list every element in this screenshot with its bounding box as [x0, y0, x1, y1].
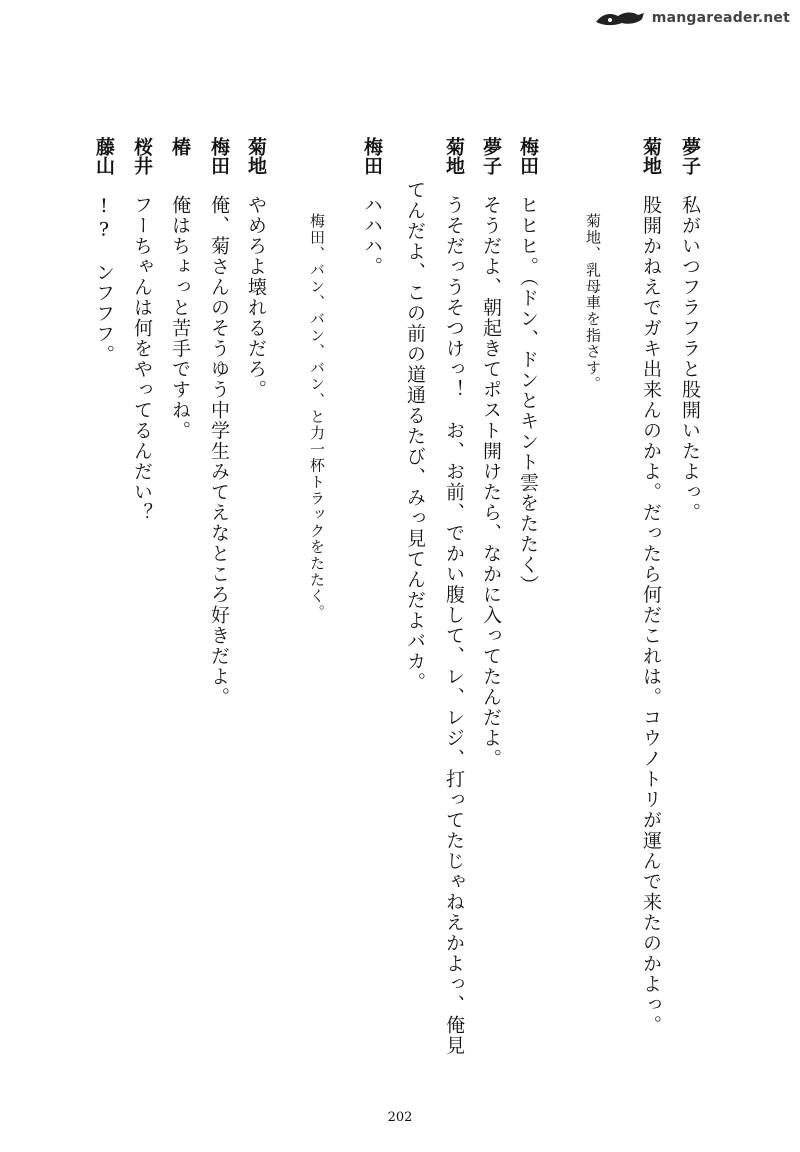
stage-direction: 菊地、乳母車を指さす。 — [584, 213, 602, 393]
speaker-name: 梅田 — [517, 137, 539, 175]
dialogue-line — [481, 137, 500, 769]
dialogue-text: フーちゃんは何をやってるんだい？ — [131, 195, 153, 523]
dialogue-text: 俺はちょっと苦手ですね。 — [169, 195, 191, 441]
watermark-text: mangareader.net — [651, 10, 790, 26]
dialogue-line — [170, 137, 189, 441]
speaker-name: 夢子 — [480, 137, 502, 175]
dialogue-line — [680, 137, 699, 523]
speaker-name: 藤山 — [93, 137, 115, 175]
speaker-name: 菊地 — [245, 137, 267, 175]
dialogue-line — [444, 137, 463, 1056]
dialogue-text: 私がいつフラフラと股開いたよっ。 — [679, 195, 701, 523]
dialogue-text: ヒヒヒ。（ドン、ドンとキント雲をたたく） — [517, 195, 539, 596]
speaker-name: 梅田 — [361, 137, 383, 175]
dialogue-line — [209, 137, 228, 708]
dialogue-continuation: てんだよ、この前の道通るたび、みっ見てんだよバカ。 — [404, 180, 426, 693]
speaker-name: 菊地 — [640, 137, 662, 175]
dialogue-text: !? ンフフフ。 — [93, 195, 115, 365]
dialogue-text: うそだっうそつけっ！ お、お前、でかい腹して、レ、レジ、打ってたじゃねえかよっ、俺見 — [443, 195, 465, 1056]
dialogue-line — [132, 137, 151, 523]
page-number: 202 — [387, 1110, 413, 1125]
stage-direction: 梅田、バン、バン、バン、と力一杯トラックをたたく。 — [308, 213, 326, 621]
speaker-name: 夢子 — [679, 137, 701, 175]
dialogue-line — [246, 137, 265, 400]
dialogue-line — [362, 137, 381, 277]
dialogue-line — [518, 137, 537, 596]
speaker-name: 桜井 — [131, 137, 153, 175]
dialogue-line — [641, 137, 660, 1036]
dialogue-text: ハハハ。 — [361, 195, 383, 277]
dialogue-text: そうだよ、朝起きてポスト開けたら、なかに入ってたんだよ。 — [480, 195, 502, 769]
dialogue-line — [94, 137, 113, 365]
dialogue-text: 俺、菊さんのそうゆう中学生みてえなところ好きだよ。 — [208, 195, 230, 708]
dialogue-text: 股開かねえでガキ出来んのかよ。だったら何だこれは。コウノトリが運んで来たのかよっ。 — [640, 195, 662, 1036]
speaker-name: 梅田 — [208, 137, 230, 175]
speaker-name: 菊地 — [443, 137, 465, 175]
speaker-name: 椿 — [169, 137, 191, 156]
dialogue-text: やめろよ壊れるだろ。 — [245, 195, 267, 400]
